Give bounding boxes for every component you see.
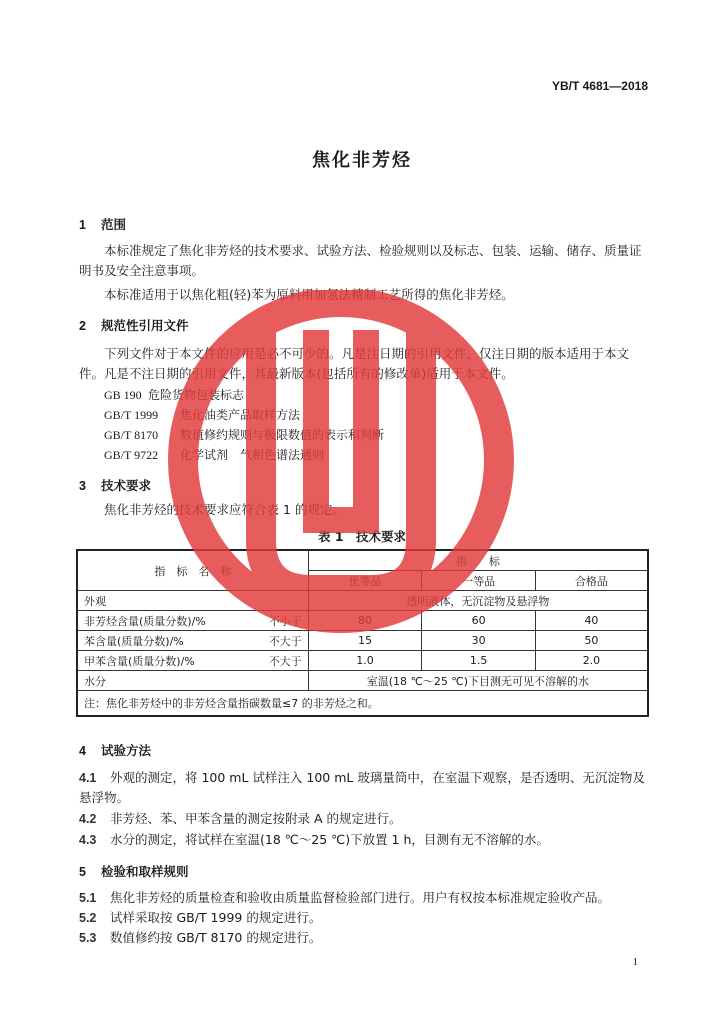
clause-number: 5.3 — [79, 931, 97, 945]
row-limit: 不大于 — [244, 631, 308, 651]
section-1-heading — [79, 215, 126, 233]
grade-header: 优等品 — [308, 571, 422, 591]
document-number: YB/T 4681—2018 — [551, 79, 648, 93]
table-note: 注：焦化非芳烃中的非芳烃含量指碳数量≤7 的非芳烃之和。 — [77, 691, 648, 717]
reference-title: 数值修约规则与极限数值的表示和判断 — [180, 428, 385, 442]
clause-4-2 — [79, 809, 654, 829]
section-1-paragraph-1 — [79, 241, 651, 281]
page-number: 1 — [632, 956, 638, 968]
section-title: 范围 — [101, 217, 127, 232]
section-number: 5 — [79, 865, 86, 879]
table-caption: 表 1 技术要求 — [317, 529, 407, 544]
section-3-paragraph-1 — [79, 500, 651, 520]
clause-text: 外观的测定，将 100 mL 试样注入 100 mL 玻璃量筒中，在室温下观察，是否透明、无沉淀物及悬浮物。 — [79, 770, 645, 805]
clause-4-3 — [79, 830, 654, 850]
row-name: 苯含量(质量分数)/% — [77, 631, 244, 651]
row-value: 30 — [422, 631, 536, 651]
clause-4-1 — [79, 768, 654, 808]
row-limit: 不大于 — [244, 651, 308, 671]
section-3-heading — [79, 476, 151, 494]
section-title: 检验和取样规则 — [101, 864, 189, 879]
technical-requirements-table — [76, 549, 649, 717]
section-title: 技术要求 — [101, 478, 152, 493]
row-name: 非芳烃含量(质量分数)/% — [77, 611, 244, 631]
clause-text: 水分的测定，将试样在室温(18 ℃～25 ℃)下放置 1 h，目测有无不溶解的水。 — [110, 832, 549, 847]
reference-title: 危险货物包装标志 — [148, 388, 245, 402]
section-2-paragraph-1 — [79, 344, 651, 384]
reference-code: GB/T 1999 — [104, 408, 159, 422]
section-title: 试验方法 — [101, 743, 152, 758]
row-limit: 不小于 — [244, 611, 308, 631]
table-row — [77, 631, 648, 651]
section-4-heading — [79, 741, 151, 759]
clause-text: 非芳烃、苯、甲苯含量的测定按附录 A 的规定进行。 — [110, 811, 402, 826]
row-name: 水分 — [77, 671, 308, 691]
grade-header: 一等品 — [422, 571, 536, 591]
row-value: 80 — [308, 611, 422, 631]
reference-item — [104, 386, 244, 403]
clause-text: 焦化非芳烃的质量检查和验收由质量监督检验部门进行。用户有权按本标准规定验收产品。 — [110, 890, 611, 905]
table-row — [77, 591, 648, 611]
row-name: 外观 — [77, 591, 308, 611]
section-2-heading — [79, 316, 189, 334]
row-value: 60 — [422, 611, 536, 631]
table-row — [77, 611, 648, 631]
reference-item — [104, 426, 384, 443]
row-value: 15 — [308, 631, 422, 651]
row-value: 2.0 — [535, 651, 648, 671]
header-indicator: 指 标 — [308, 550, 648, 571]
reference-title: 焦化油类产品取样方法 — [180, 408, 301, 422]
row-name: 甲苯含量(质量分数)/% — [77, 651, 244, 671]
clause-5-1 — [79, 888, 654, 908]
paragraph-text: 下列文件对于本文件的应用是必不可少的。凡是注日期的引用文件，仅注日期的版本适用于本文件。凡是不注日期的引用文件，其最新版本(包括所有的修改单)适用于本文件。 — [79, 346, 630, 381]
section-number: 1 — [79, 218, 86, 232]
reference-item — [104, 446, 324, 463]
section-number: 3 — [79, 479, 86, 493]
row-value: 40 — [535, 611, 648, 631]
section-title: 规范性引用文件 — [101, 318, 189, 333]
reference-code: GB/T 8170 — [104, 428, 159, 442]
clause-text: 数值修约按 GB/T 8170 的规定进行。 — [110, 930, 322, 945]
reference-code: GB/T 9722 — [104, 448, 159, 462]
row-merged-value: 室温(18 ℃～25 ℃)下目测无可见不溶解的水 — [308, 671, 648, 691]
reference-code: GB 190 — [104, 388, 142, 402]
reference-title: 化学试剂 气相色谱法通则 — [180, 448, 325, 462]
clause-number: 4.3 — [79, 833, 97, 847]
clause-number: 5.2 — [79, 911, 97, 925]
row-value: 1.5 — [422, 651, 536, 671]
reference-item — [104, 406, 300, 423]
section-1-paragraph-2 — [79, 285, 651, 305]
paragraph-text: 焦化非芳烃的技术要求应符合表 1 的规定。 — [104, 502, 345, 517]
header-indicator-name: 指 标 名 称 — [77, 550, 308, 591]
row-merged-value: 透明液体，无沉淀物及悬浮物 — [308, 591, 648, 611]
table-row — [77, 651, 648, 671]
grade-header: 合格品 — [535, 571, 648, 591]
clause-number: 4.1 — [79, 771, 97, 785]
paragraph-text: 本标准规定了焦化非芳烃的技术要求、试验方法、检验规则以及标志、包装、运输、储存、质量证明书及安全注意事项。 — [79, 243, 642, 278]
clause-text: 试样采取按 GB/T 1999 的规定进行。 — [110, 910, 322, 925]
section-number: 4 — [79, 744, 86, 758]
section-5-heading — [79, 862, 189, 880]
clause-5-3 — [79, 928, 654, 948]
document-title: 焦化非芳烃 — [312, 150, 412, 171]
section-number: 2 — [79, 319, 86, 333]
table-row — [77, 671, 648, 691]
row-value: 50 — [535, 631, 648, 651]
row-value: 1.0 — [308, 651, 422, 671]
clause-5-2 — [79, 908, 654, 928]
clause-number: 5.1 — [79, 891, 97, 905]
paragraph-text: 本标准适用于以焦化粗(轻)苯为原料用加氢法精制工艺所得的焦化非芳烃。 — [104, 287, 514, 302]
clause-number: 4.2 — [79, 812, 97, 826]
